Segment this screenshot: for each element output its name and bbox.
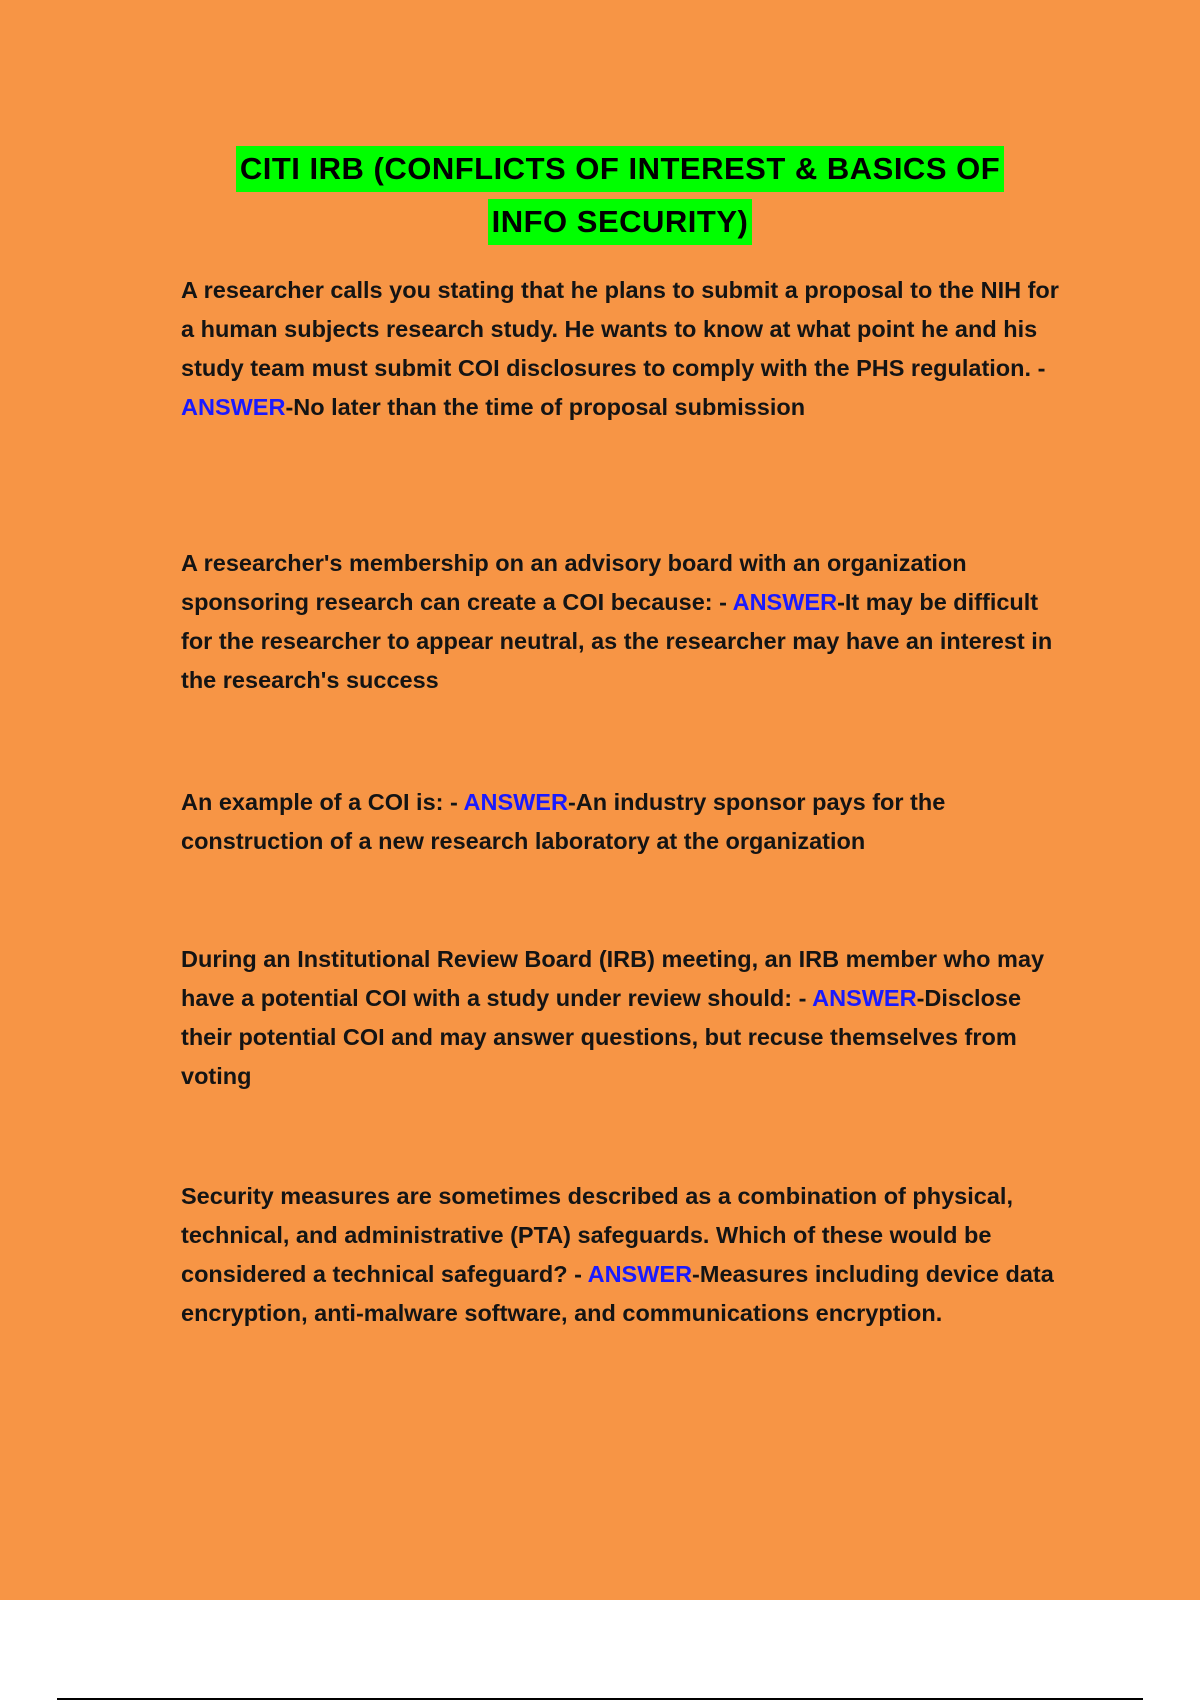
answer-text: -Disclose their potential COI and may answer questions, but recuse themselves from voting [181,985,1022,1089]
qa-item-5 [181,1177,1061,1333]
answer-text: -No later than the time of proposal submission [285,394,806,420]
title-line-2: INFO SECURITY) [488,199,753,245]
question-text: During an Institutional Review Board (IRB) meeting, an IRB member who may have a potential COI with a study under review should: - [181,946,1045,1011]
qa-item-4 [181,940,1061,1096]
qa-item-3 [181,783,1061,861]
question-text: A researcher's membership on an advisory board with an organization sponsoring research can create a COI because: - [181,550,967,615]
qa-item-1 [181,271,1061,427]
answer-label: ANSWER [181,394,286,420]
title-line-1: CITI IRB (CONFLICTS OF INTEREST & BASICS OF [236,146,1004,192]
answer-label: ANSWER [812,985,917,1011]
answer-label: ANSWER [732,589,838,615]
document-title [180,146,1060,252]
qa-item-2 [181,544,1061,700]
answer-label: ANSWER [463,789,568,815]
answer-label: ANSWER [587,1261,693,1287]
question-text: An example of a COI is: - [181,789,464,815]
question-text: Security measures are sometimes described as a combination of physical, technical, and administrative (PTA) safeguards. Which of these would be considered a technical safeguard? - [181,1183,1013,1287]
answer-text: -An industry sponsor pays for the construction of a new research laboratory at the organization [181,789,946,854]
question-text: A researcher calls you stating that he plans to submit a proposal to the NIH for a human subjects research study. He wants to know at what point he and his study team must submit COI disclosures to comply with the PHS regulation. - [181,277,1059,381]
answer-text: -Measures including device data encryption, anti-malware software, and communications encryption. [181,1261,1054,1326]
answer-text: -It may be difficult for the researcher to appear neutral, as the researcher may have an interest in the research's success [181,589,1053,693]
